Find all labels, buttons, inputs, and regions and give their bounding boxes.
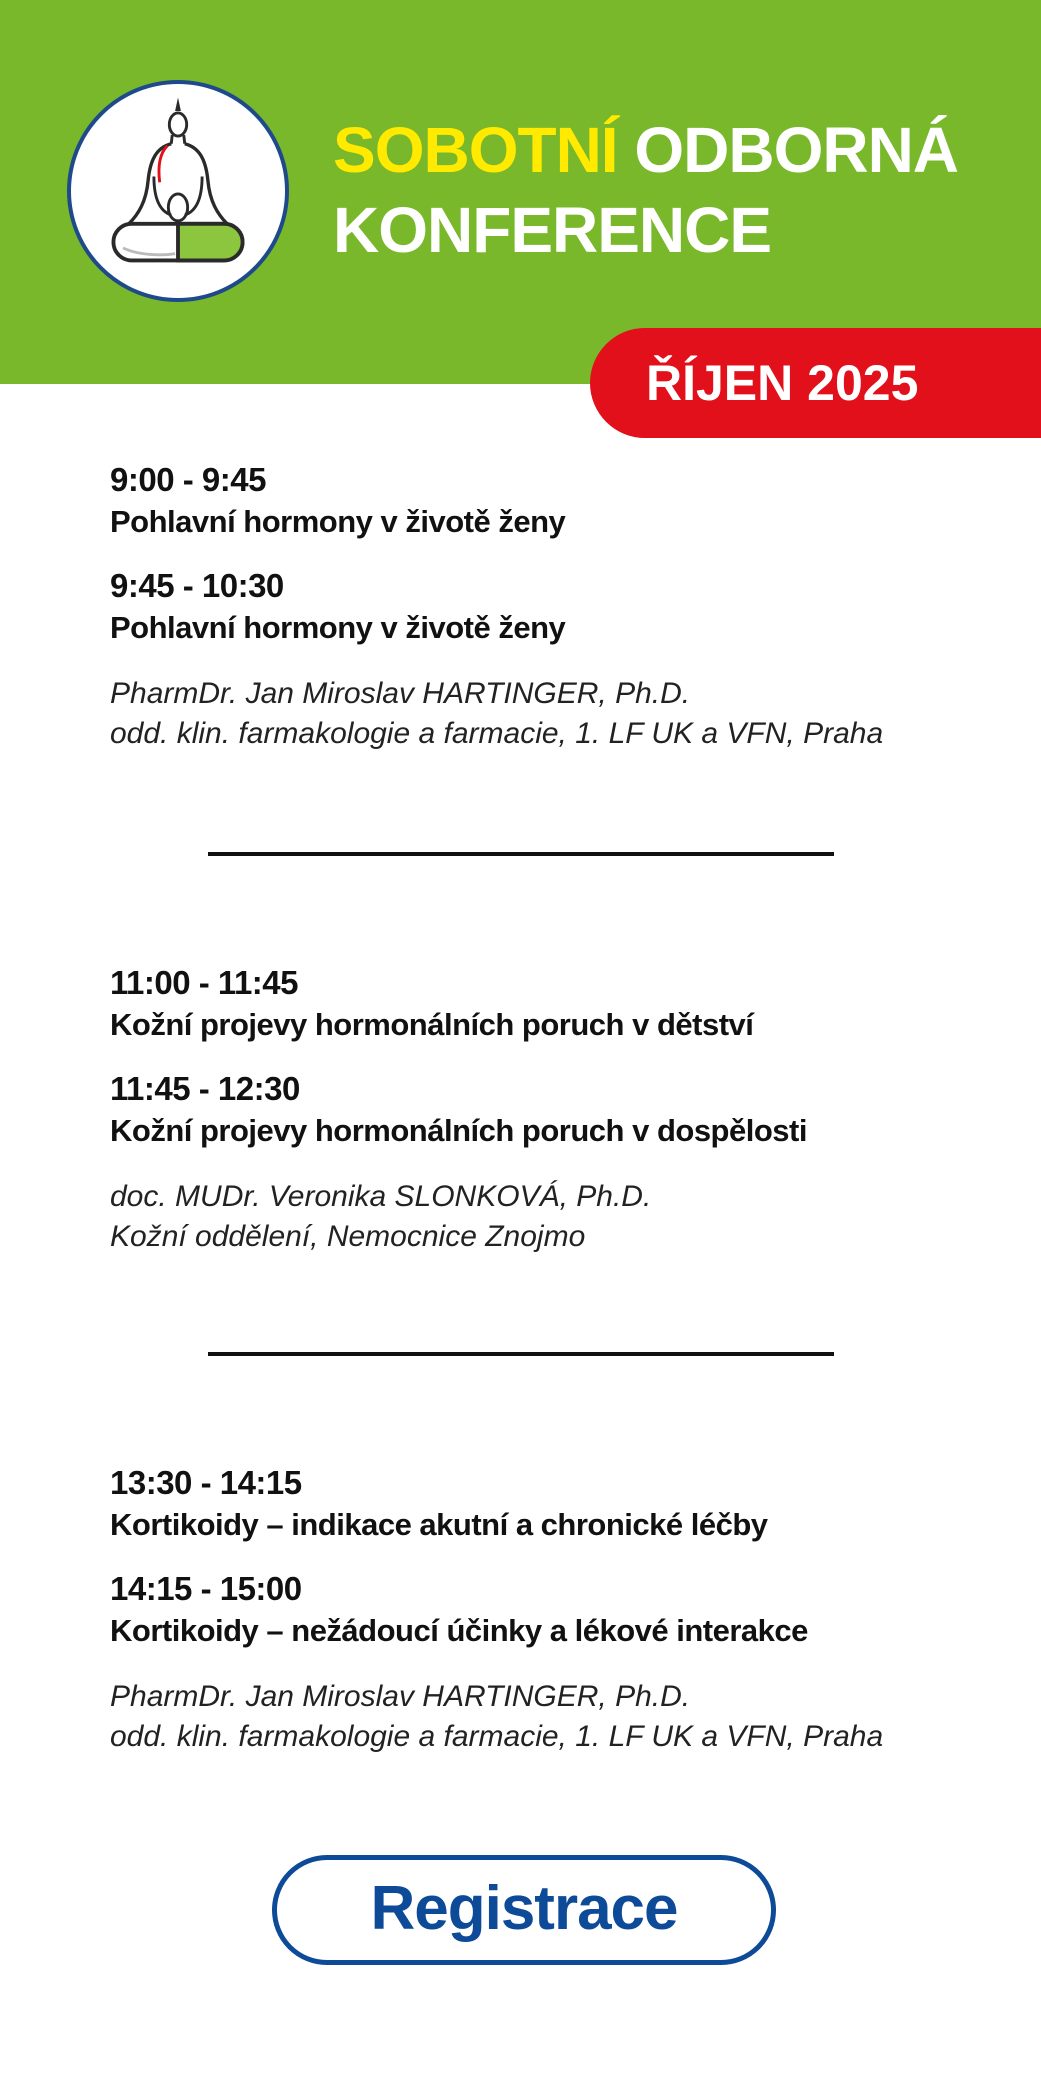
section-divider	[208, 852, 834, 856]
talk-title: Kortikoidy – nežádoucí účinky a lékové interakce	[110, 1613, 808, 1648]
talk-item	[110, 1463, 990, 1547]
speaker-info	[110, 1177, 990, 1257]
title-line2: KONFERENCE	[333, 194, 772, 266]
buddha-pill-icon	[71, 84, 285, 298]
talk-title: Pohlavní hormony v životě ženy	[110, 504, 566, 539]
conference-logo	[67, 80, 289, 302]
session-block	[110, 963, 990, 1257]
talk-item	[110, 1569, 990, 1653]
speaker-affiliation: odd. klin. farmakologie a farmacie, 1. LF UK a VFN, Praha	[110, 1720, 884, 1753]
talk-title: Kožní projevy hormonálních poruch v dospělosti	[110, 1113, 807, 1148]
speaker-name: PharmDr. Jan Miroslav HARTINGER, Ph.D.	[110, 1680, 691, 1713]
speaker-affiliation: Kožní oddělení, Nemocnice Znojmo	[110, 1220, 586, 1253]
speaker-info	[110, 674, 990, 754]
header-banner	[0, 0, 1041, 384]
speaker-info	[110, 1677, 990, 1757]
talk-title: Kožní projevy hormonálních poruch v dětství	[110, 1007, 754, 1042]
speaker-affiliation: odd. klin. farmakologie a farmacie, 1. LF UK a VFN, Praha	[110, 717, 884, 750]
session-block	[110, 1463, 990, 1757]
register-button[interactable]: Registrace	[272, 1855, 776, 1965]
speaker-name: PharmDr. Jan Miroslav HARTINGER, Ph.D.	[110, 677, 691, 710]
talk-item	[110, 566, 990, 650]
talk-time: 11:00 - 11:45	[110, 964, 298, 1001]
section-divider	[208, 1352, 834, 1356]
page-title	[333, 110, 958, 270]
talk-title: Kortikoidy – indikace akutní a chronické léčby	[110, 1507, 768, 1542]
talk-time: 9:45 - 10:30	[110, 567, 284, 604]
talk-time: 14:15 - 15:00	[110, 1570, 302, 1607]
title-rest: ODBORNÁ	[634, 114, 958, 186]
session-block	[110, 460, 990, 754]
talk-time: 13:30 - 14:15	[110, 1464, 302, 1501]
talk-item	[110, 963, 990, 1047]
talk-item	[110, 1069, 990, 1153]
speaker-name: doc. MUDr. Veronika SLONKOVÁ, Ph.D.	[110, 1180, 652, 1213]
talk-time: 9:00 - 9:45	[110, 461, 266, 498]
talk-time: 11:45 - 12:30	[110, 1070, 300, 1107]
date-badge: ŘÍJEN 2025	[590, 328, 1041, 438]
talk-item	[110, 460, 990, 544]
talk-title: Pohlavní hormony v životě ženy	[110, 610, 566, 645]
title-highlight: SOBOTNÍ	[333, 114, 618, 186]
